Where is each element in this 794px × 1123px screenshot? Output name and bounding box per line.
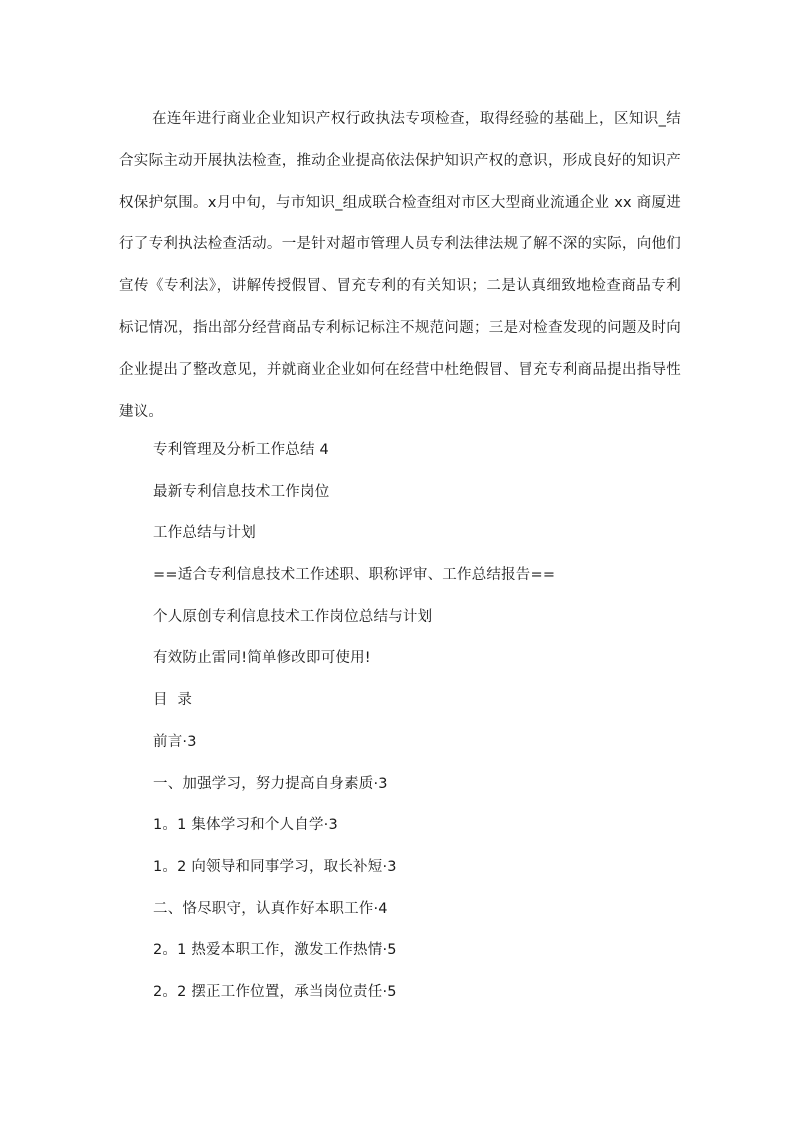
text-line: 个人原创专利信息技术工作岗位总结与计划 [153,608,433,625]
toc-item: 1。2 向领导和同事学习，取长补短·3 [153,858,397,875]
text-line: ==适合专利信息技术工作述职、职称评审、工作总结报告== [153,567,556,584]
text-line: 最新专利信息技术工作岗位 [153,483,330,500]
text-line: 专利管理及分析工作总结 4 [153,442,329,458]
toc-item: 一、加强学习，努力提高自身素质·3 [153,775,388,792]
text-line: 工作总结与计划 [153,525,256,542]
toc-item: 1。1 集体学习和个人自学·3 [153,817,338,834]
content-lines [153,430,555,1014]
toc-item: 2。2 摆正工作位置，承当岗位责任·5 [153,983,397,1000]
text-line: 有效防止雷同!简单修改即可使用! [153,650,371,667]
toc-item: 前言·3 [153,733,197,750]
toc-heading: 目 录 [153,692,193,709]
toc-item: 2。1 热爱本职工作，激发工作热情·5 [153,942,397,959]
body-paragraph: 在连年进行商业企业知识产权行政执法专项检查，取得经验的基础上，区知识_结合实际主动开展执法检查，推动企业提高依法保护知识产权的意识，形成良好的知识产权保护氛围。x月中旬，与市知识_组成联合检查组对市区大型商业流通企业 xx 商厦进行了专利执法检查活动。一是针对超市管理人员专利法律法规了解不深的实际，向他们宣传《专利法》，讲解传授假冒、冒充专利的有关知识；二是认真细致地检查商品专利标记情况，指出部分经营商品专利标记标注不规范问题；三是对检查发现的问题及时向企业提出了整改意见，并就商业企业如何在经营中杜绝假冒、冒充专利商品提出指导性建议。 [119,111,681,420]
toc-item: 二、恪尽职守，认真作好本职工作·4 [153,900,388,917]
